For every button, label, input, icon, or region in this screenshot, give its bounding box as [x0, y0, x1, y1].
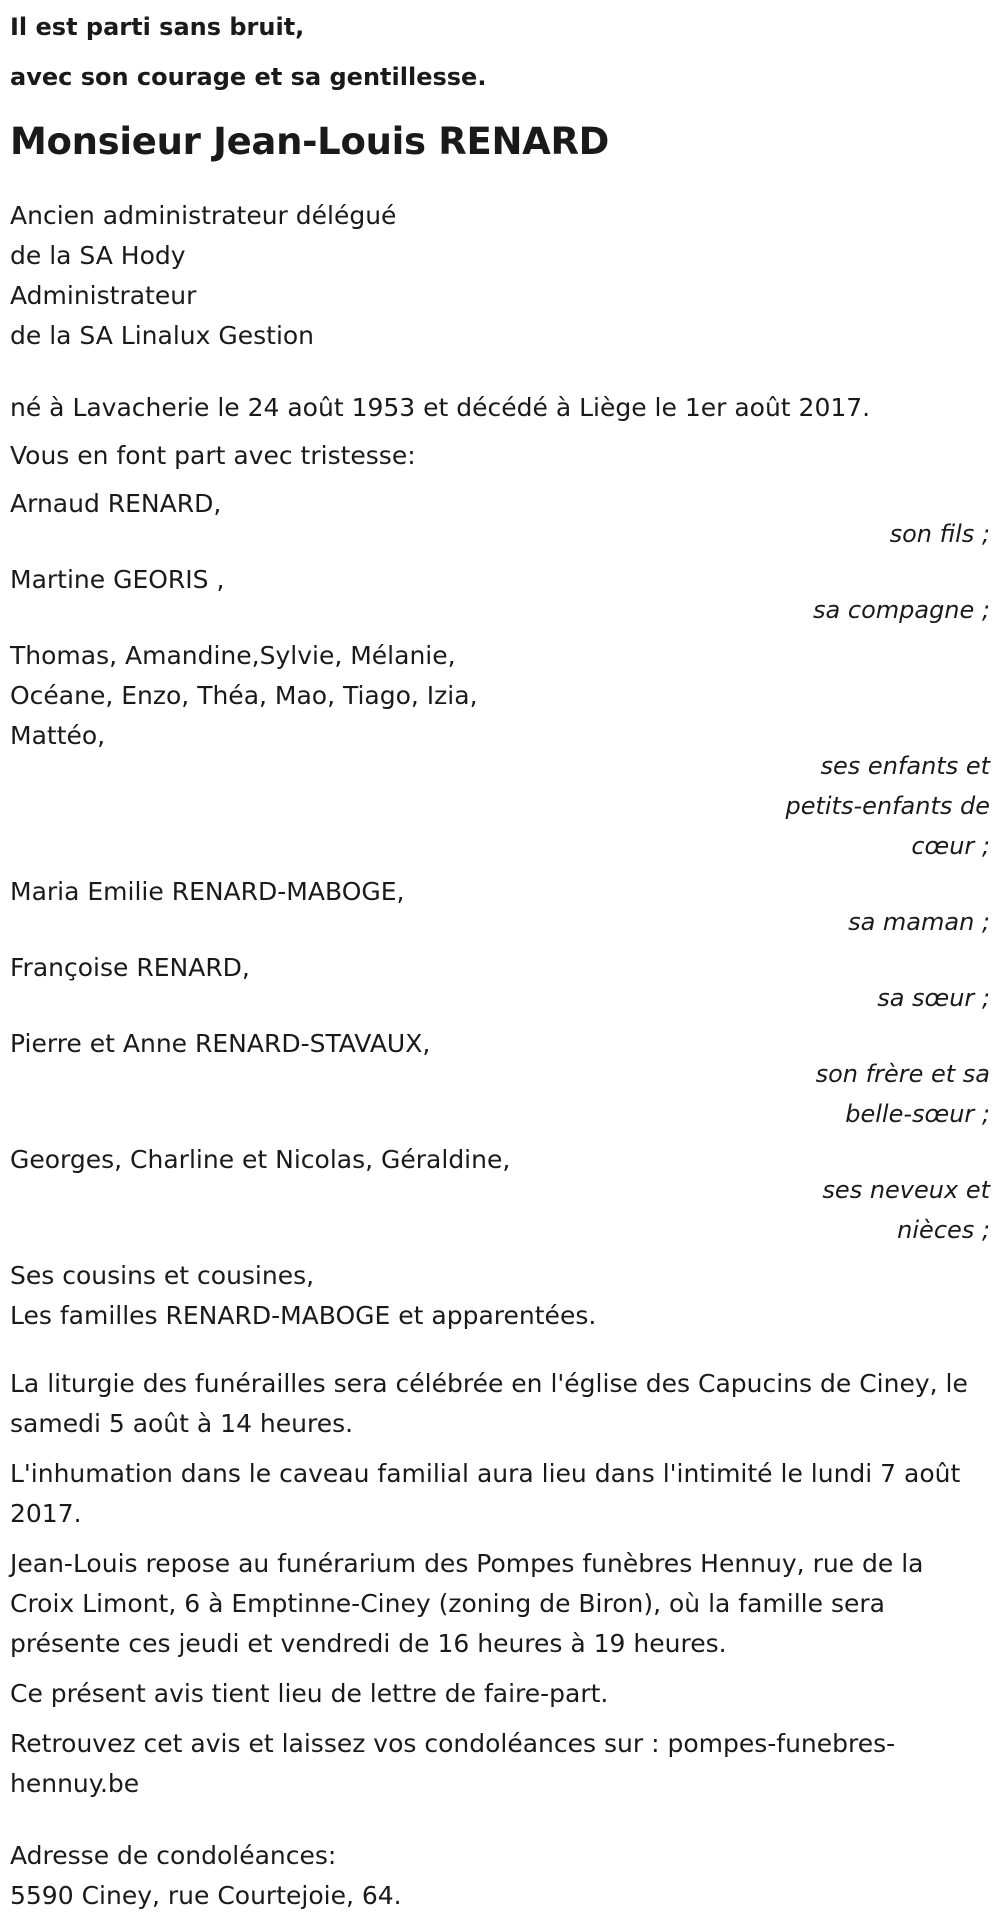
spacer — [10, 1814, 990, 1836]
condolence-address — [10, 1836, 990, 1916]
family-relation: ses neveux et nièces ; — [822, 1176, 990, 1244]
family-relation: sa maman ; — [848, 908, 990, 936]
liturgy-info: La liturgie des funérailles sera célébrée en l'église des Capucins de Ciney, le samedi 5 août à 14 heures. — [10, 1369, 968, 1438]
deceased-titles — [10, 196, 990, 356]
family-entry — [10, 1140, 990, 1250]
family-member: Martine GEORIS , — [10, 565, 225, 594]
intro-quote — [10, 8, 990, 96]
family-member: Maria Emilie RENARD-MABOGE, — [10, 877, 405, 906]
family-entry — [10, 560, 990, 630]
family-relation: sa compagne ; — [813, 596, 990, 624]
obituary-column — [10, 8, 990, 1916]
closing-line: Les familles RENARD-MABOGE et apparentées. — [10, 1301, 597, 1330]
family-entry — [10, 484, 990, 554]
family-member: Arnaud RENARD, — [10, 489, 222, 518]
address-label: Adresse de condoléances: — [10, 1841, 337, 1870]
family-member: Pierre et Anne RENARD-STAVAUX, — [10, 1029, 431, 1058]
intro-line-2: avec son courage et sa gentillesse. — [10, 63, 487, 91]
family-member: Georges, Charline et Nicolas, Géraldine, — [10, 1145, 511, 1174]
birth-death-line: né à Lavacherie le 24 août 1953 et décédé à Liège le 1er août 2017. — [10, 393, 871, 422]
extended-family — [10, 1256, 990, 1336]
title-line: Administrateur — [10, 281, 197, 310]
family-entry — [10, 1024, 990, 1134]
family-relation: son fils ; — [889, 520, 990, 548]
family-member: Françoise RENARD, — [10, 953, 250, 982]
title-line: de la SA Linalux Gestion — [10, 321, 315, 350]
address-value: 5590 Ciney, rue Courtejoie, 64. — [10, 1881, 402, 1910]
family-entry — [10, 948, 990, 1018]
burial-info: L'inhumation dans le caveau familial aura lieu dans l'intimité le lundi 7 août 2017. — [10, 1459, 961, 1528]
online-condolences: Retrouvez cet avis et laissez vos condoléances sur : pompes-funebres-hennuy.be — [10, 1729, 896, 1798]
closing-line: Ses cousins et cousines, — [10, 1261, 315, 1290]
family-relation: son frère et sa belle-sœur ; — [815, 1060, 990, 1128]
spacer — [10, 1336, 990, 1364]
family-entry — [10, 872, 990, 942]
funeral-home-info: Jean-Louis repose au funérarium des Pompes funèbres Hennuy, rue de la Croix Limont, 6 à Emptinne-Ciney (zoning de Biron), où la famille sera présente ces jeudi et vendredi de 16 heures à 19 heures. — [10, 1549, 924, 1658]
intro-line-1: Il est parti sans bruit, — [10, 13, 305, 41]
title-line: Ancien administrateur délégué — [10, 201, 397, 230]
family-relation: sa sœur ; — [877, 984, 990, 1012]
family-entry — [10, 636, 990, 866]
notice-text: Ce présent avis tient lieu de lettre de faire-part. — [10, 1679, 609, 1708]
title-line: de la SA Hody — [10, 241, 186, 270]
family-list — [10, 484, 990, 1250]
spacer — [10, 356, 990, 388]
family-member: Thomas, Amandine,Sylvie, Mélanie, Océane, Enzo, Théa, Mao, Tiago, Izia, Mattéo, — [10, 641, 478, 750]
family-relation: ses enfants et petits-enfants de cœur ; — [785, 752, 990, 860]
deceased-name: Monsieur Jean-Louis RENARD — [10, 120, 610, 163]
announcement-line: Vous en font part avec tristesse: — [10, 441, 416, 470]
